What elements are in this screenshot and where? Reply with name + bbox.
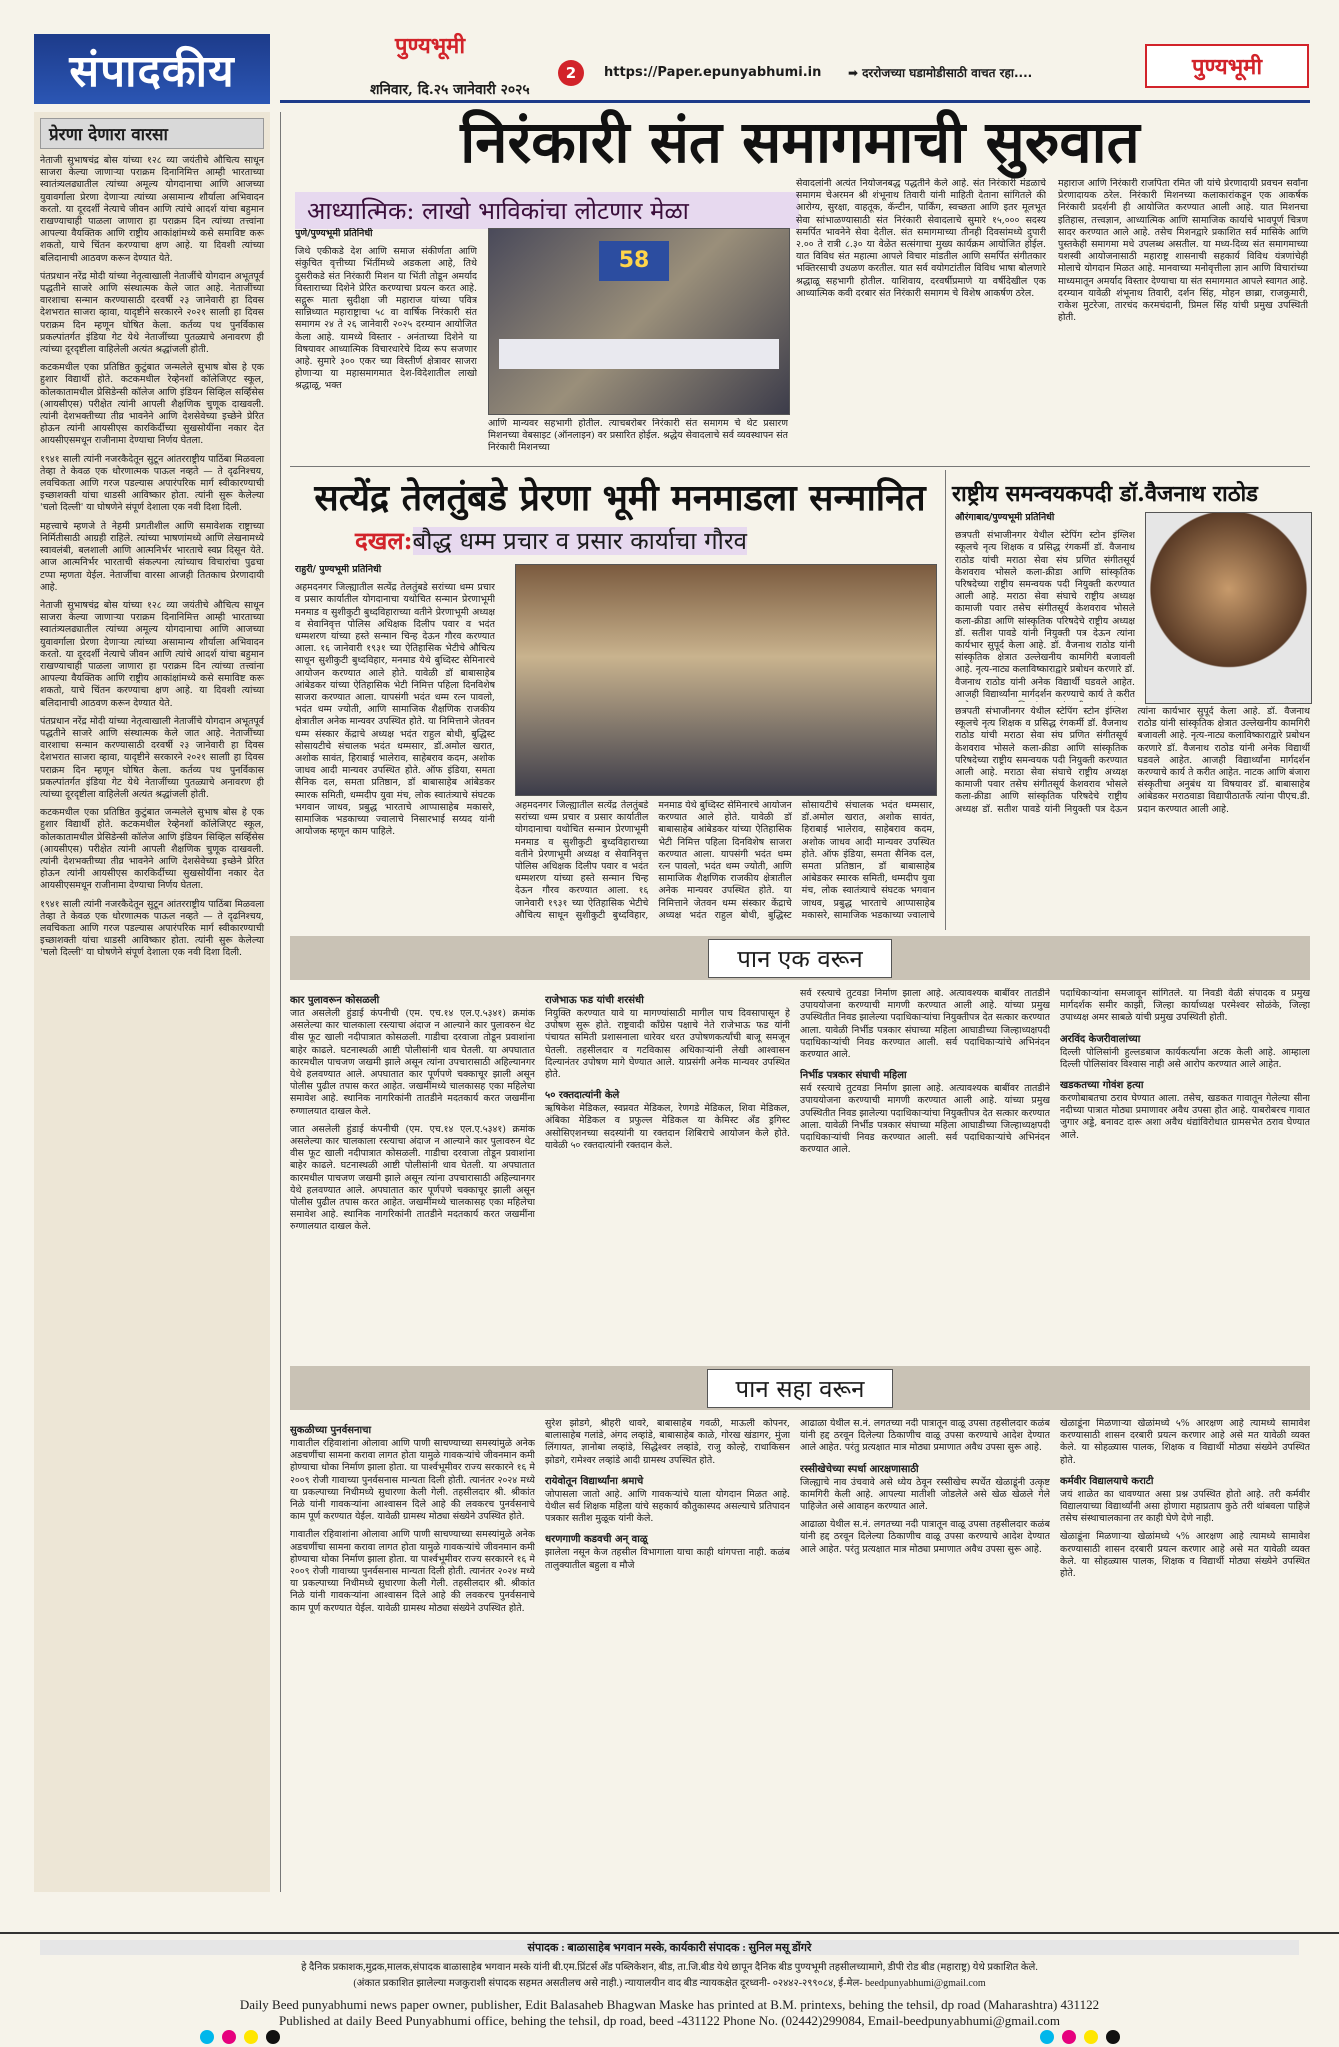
footer-imprint-en: Published at daily Beed Punyabhumi office, behing the tehsil, dp road, beed -431122 Phone No. (02442)299084, Email-beedpunyabhumi@gmail.com	[279, 2013, 1060, 2028]
story2-body	[295, 564, 495, 929]
top-story-text: महाराज आणि निरंकारी राजपिता रमित जी यांचे प्रेरणादायी प्रवचन सर्वांना प्रेरणादायक ठरेल. निरंकारी मिशनच्या कलाकारांकडून एक आकर्षक निरंकारी प्रदर्शनी ही आयोजित करण्यात आली आहे. यात मिशनचा इतिहास, तत्त्वज्ञान, आध्यात्मिक आणि सामाजिक कार्याचे भावपूर्ण चित्रण सादर करण्यात आले आहे. तसेच मिशनद्वारे प्रकाशित सर्व मासिके आणि पुस्तकेही समागमा मधे उपलब्ध असतील. या मध्य-दिव्य संत समागमाच्या यशस्वी आयोजनासाठी महाराष्ट्र शासनाची सहकार्य विविध यंत्रणांचेही मोलाचे योगदान मिळत आहे. मानवाच्या मनोवृत्तीला ज्ञान आणि विचारांच्या माध्यमातून अमर्याद विस्तार देण्याचा या संत समागमात आपले स्वागत आहे. दरम्यान यावेळी शंभूनाथ तिवारी, दर्शन सिंह, मोहन छाब्रा, राजकुमारी, राकेश मुटरेजा, तारचंद करमचंदानी, प्रिमल सिंह यांची प्रमुख उपस्थिती होती.	[1058, 178, 1308, 324]
bottom-col-4	[1060, 1418, 1310, 1898]
mid-subhead: निर्भीड पत्रकार संघाची महिला	[800, 1070, 907, 1082]
mid-subhead: ५० रक्तदात्यांनी केले	[545, 1090, 620, 1102]
event-banner-icon: 58	[599, 241, 669, 281]
bottom-subhead: कर्मवीर विद्यालयाचे कराटी	[1060, 1475, 1154, 1487]
bottom-text: खेळाडूंना मिळणाऱ्या खेळांमध्ये ५% आरक्षण आहे त्यामध्ये सामावेश करण्यासाठी शासन दरबारी प्रयत्न करणार आहे असे मत यावेळी व्यक्त केले. या सोहळ्यास पालक, शिक्षक व विद्यार्थी मोठ्या संख्येने उपस्थित होते.	[1060, 1531, 1310, 1580]
bottom-text: आढाळा येथील स.नं. लगतच्या नदी पात्रातून वाळू उपसा तहसीलदार कळंब यांनी हद्द ठरवून दिलेल्या ठिकाणीच वाळू उपसा करण्याचे आदेश देण्यात आले आहेत. परंतु प्रत्यक्षात मात्र मोठ्या प्रमाणात अवैध उपसा सुरू आहे.	[800, 1418, 1050, 1454]
continued-banner	[290, 936, 1310, 980]
section-title: संपादकीय	[34, 34, 270, 104]
mid-subhead: खडकतच्या गोवंश हत्या	[1060, 1080, 1144, 1092]
mid-text: सर्व रस्त्याचे तुटवडा निर्माण झाला आहे. अत्यावश्यक बाबींवर तातडीने उपाययोजना करण्याची मागणी करण्यात आली आहे. यांच्या प्रमुख उपस्थितीत निवड झालेल्या पदाधिकाऱ्यांचा नियुक्तीपत्र देत सत्कार करण्यात आला. यावेळी निर्भीड पत्रकार संघाच्या महिला आघाडीच्या जिल्हाध्यक्षपदी पदाधिकाऱ्यांची निवड करण्यात आली. सर्व पदाधिकाऱ्यांचे अभिनंदन करण्यात आले.	[800, 988, 1050, 1061]
mid-text: करणोबाबतचा ठराव घेण्यात आला. तसेच, खडकत गावातून गेलेल्या सीना नदीच्या पात्रात मोठ्या प्रमाणावर अवैध उपसा होत आहे. याबरोबरच गावात जुगार अड्डे, बनावट दारू अशा अवैध धंद्यांविरोधात ग्रामसभेत ठराव घेण्यात आले.	[1060, 1093, 1310, 1141]
bottom-text: सुरेश झोडगे, श्रीहरी धावरे, बाबासाहेब गवळी, माऊली कोपनर, बालासाहेब गलांडे, अंगद लव्हांडे, बाबासाहेब काळे, गोरख खंडागर, मुंजा लिंगायत, ज्ञानोबा लव्हांडे, सिद्धेश्वर लव्हांडे, राजु कोल्हे, राधाकिसन झोडगे, रामेश्वर लव्हांडे आदी ग्रामस्थ उपस्थित होते.	[545, 1418, 790, 1466]
masthead-url[interactable]: https://Paper.epunyabhumi.in	[604, 65, 822, 80]
story2-dateline: राहुरी/ पुण्यभूमी प्रतिनिधी	[295, 564, 382, 575]
bottom-text: जोपासला जातो आहे. आणि गावकऱ्यांचे याला योगदान मिळत आहे. येथील सर्व शिक्षक महिला यांचे सहकार्य कौतुकास्पद असल्याचे प्रतिपादन पत्रकार सतीश मुळूक यांनी केले.	[545, 1488, 790, 1525]
bottom-text: जयं शाळेत का धावण्यात असा प्रश्न उपस्थित होतो आहे. तरी कर्मवीर विद्यालयाच्या विद्यार्थ्यांनी असा होणारा महाप्रताप कुठे तरी थांबवला पाहिजे तसेच संस्थाचालकाना तर काही घेणे देणे नाही.	[1060, 1488, 1310, 1525]
photo-caption	[488, 418, 788, 458]
continued-banner	[290, 1366, 1310, 1410]
story2-headline: सत्येंद्र तेलतुंबडे प्रेरणा भूमी मनमाडला सन्मानित	[314, 477, 926, 519]
top-story-kicker: आध्यात्मिक: लाखो भाविकांचा लोटणार मेळा	[295, 192, 799, 229]
mid-col-4	[1060, 988, 1310, 1360]
editorial-paragraph: नेताजी सुभाषचंद्र बोस यांच्या १२८ व्या जयंतीचे औचित्य साधून साजरा केल्या जाणाऱ्या पराक्रम दिनानिमित्त आम्ही भारताच्या स्वातंत्र्यलढ्यातील त्यांच्या अमूल्य योगदानाचा आणि आजच्या युवावर्गाला प्रेरणा देणाऱ्या त्यांच्या असामान्य शौर्याला अभिवादन करतो. या दूरदर्शी नेत्याचे जीवन आणि त्यांचे आदर्श यांचा बहुमान राखण्याचाही पाळला जाणारा हा पराक्रम दिन त्यांच्या तत्त्वांना आपल्या वैयक्तिक आणि राष्ट्रीय आकांक्षांमध्ये कसे समाविष्ट करू शकतो, याचे चिंतन करण्याचा क्षण आहे. या दिवशी त्यांच्या बलिदानाची आठवण करून देण्यात येते.	[40, 155, 264, 264]
top-story-text: सेवादलांनी अत्यंत नियोजनबद्ध पद्धतीने केले आहे. संत निरंकारी मंडळाचे समागम चेअरमन श्री शंभूनाथ तिवारी यांनी माहिती देताना सांगितले की आरोग्य, सुरक्षा, वाहतूक, कॅन्टीन, पार्किंग, स्वच्छता आणि इतर मूलभूत सेवा सांभाळण्यासाठी संत निरंकारी सेवादलाचे सुमारे १५,००० सदस्य समर्पित भावनेने सेवा देतील. संत समागमाच्या तीनही दिवसांमध्ये दुपारी २.०० ते रात्री ८.३० या वेळेत सत्संगाचा मुख्य कार्यक्रम आयोजित होईल. यात विविध संत महात्मा आपले विचार मांडतील आणि समर्पित संगीतकार भक्तिरसाची उधळण करतील. यात सर्व वयोगटांतील विविध भाषा बोलणारे श्रद्धाळू सहभागी होतील. याशिवाय, दरवर्षीप्रमाणे या वर्षीदेखील एक आध्यात्मिक कवी दरबार संत निरंकारी समागम चे विशेष आकर्षण ठरेल.	[796, 178, 1046, 299]
registration-mark-icon	[266, 2030, 280, 2044]
table-icon	[499, 339, 779, 369]
bottom-col-1	[290, 1418, 535, 1898]
top-story-col-2	[796, 178, 1046, 460]
registration-mark-icon	[1040, 2030, 1054, 2044]
masthead-date: शनिवार, दि.२५ जानेवारी २०२५	[370, 82, 530, 98]
bottom-text: जिल्ह्याचे नाव उंचवावे असे ध्येय ठेवून रस्सीखेच स्पर्धेत खेळाडूंनी उत्कृष्ट कामगिरी केली आहे. आपल्या मातीशी जोडलेले असे खेळ खेळले गेले पाहिजेत असे आवाहन करण्यात आले.	[800, 1476, 1050, 1513]
footer-imprint-mr: (अंकात प्रकाशित झालेल्या मजकुराशी संपादक सहमत असतीलच असे नाही.) न्यायालयीन वाद बीड न्यायकक्षेत दूरध्वनी- ०२४४२-२९९०८४, ई-मेल- beedpunyabhumi@gmail.com	[353, 1978, 986, 1989]
mid-col-2	[545, 988, 790, 1360]
story3-headline: राष्ट्रीय समन्वयकपदी डॉ.वैजनाथ राठोड	[952, 481, 1258, 507]
mid-subhead: कार पुलावरून कोसळली	[290, 995, 380, 1006]
page-number: 2	[558, 60, 584, 86]
mid-subhead: राजेभाऊ फड यांची शरसंधी	[545, 995, 644, 1006]
editorial-paragraph: १९४१ साली त्यांनी नजरकैदेतून सुटून आंतरराष्ट्रीय पाठिंबा मिळवला तेव्हा ते केवळ एक धोरणात्मक पाऊल नव्हते — ते दृढनिश्चय, लवचिकता आणि गरज पडल्यास अपारंपरिक मार्ग स्वीकारण्याची इच्छाशक्ती यांचा धाडसी आविष्कार होता. त्यांनी सुरू केलेल्या 'चलो दिल्ली' या घोषणेने संपूर्ण देशाला एक नवी दिशा दिली.	[40, 453, 264, 514]
masthead-rule	[280, 100, 1310, 103]
top-story-text: जिथे एकीकडे देश आणि समाज संकीर्णता आणि संकुचित वृत्तीच्या भिंतींमध्ये अडकला आहे, तिथे दुसरीकडे संत निरंकारी मिशन या भिंती तोडून अमर्याद विस्ताराच्या दिशेने प्रेरित करण्याचा प्रयत्न करत आहे. सद्गुरू माता सुदीक्षा जी महाराज यांच्या पवित्र सान्निध्यात महाराष्ट्राचा ५८ वा वार्षिक निरंकारी संत समागम २४ ते २६ जानेवारी २०२५ दरम्यान आयोजित केला आहे. यामध्ये विस्तार - अनंताच्या दिशेने या विषयावर आध्यात्मिक विचारधारेचे दिव्य रूप सजणार आहे. सुमारे ३०० एकर च्या विस्तीर्ण क्षेत्रावर साजरा होणाऱ्या या महासमागमात देश-विदेशातील लाखो श्रद्धाळू, भक्त	[295, 246, 477, 392]
top-story-col-1	[295, 228, 477, 413]
editorial-title: प्रेरणा देणारा वारसा	[40, 118, 264, 149]
mid-text: जात असलेली हुंडाई कंपनीची (एम. एच.१४ एल.ए.५३४१) क्रमांक असलेल्या कार चालकाला रस्त्याचा अंदाज न आल्याने कार पुलावरुन थेट वीस फूट खाली नदीपात्रात कोसळली. गाडीचा दरवाजा तोडून प्रवाशांना बाहेर काढले. घटनास्थळी आष्टी पोलीसांनी धाव घेतली. या अपघातात कारमधील पाचजण जखमी झाले असून त्यांना उपचारासाठी अहिल्यानगर येथे हलवण्यात आले. अपघातात कार पूर्णपणे चक्काचूर झाली असून पोलीस पुढील तपास करत आहेत. जखमींमध्ये चालकासह एका महिलेचा समावेश आहे. स्थानिक नागरिकांनी तातडीने मदतकार्य करत जखमींना रुग्णालयात दाखल केले.	[290, 1008, 535, 1117]
mid-text: नियुक्ति करण्यात यावे या मागण्यांसाठी मागील पाच दिवसापासून हे उपोषण सुरू होते. राष्ट्रवादी कॉंग्रेस पक्षाचे नेते राजेभाऊ फड यांनी पंचायत समिती प्रशासनाला धारेवर धरत उपोषणकर्त्यांची बाजू समजून घेतली. तहसीलदार व गटविकास अधिकाऱ्यांनी लेखी आश्वासन दिल्यानंतर उपोषण मागे घेण्यात आले. याप्रसंगी अनेक मान्यवर उपस्थित होते.	[545, 1008, 790, 1081]
top-story-headline: निरंकारी संत समागमाची सुरुवात	[460, 108, 1140, 176]
editorial-paragraph: पंतप्रधान नरेंद्र मोदी यांच्या नेतृत्वाखाली नेताजींचे योगदान अभूतपूर्व पद्धतीने साजरे आणि संस्थात्मक केले जात आहे. नेताजींच्या वारशाचा सन्मान करण्यासाठी दरवर्षी २३ जानेवारी हा दिवस देशभरात साजरा व्हावा, यादृष्टीने सरकारने २०२१ सालाी हा दिवस पराक्रम दिन म्हणून घोषित केला. कर्तव्य पथ पुनर्विकास प्रकल्पांतर्गत इंडिया गेट येथे नेताजींच्या पुतळ्याचे अनावरण ही त्यांच्या दूरदृष्टीला वाहिलेली अत्यंत श्रद्धांजली होती.	[40, 715, 264, 800]
mid-text: जात असलेली हुंडाई कंपनीची (एम. एच.१४ एल.ए.५३४१) क्रमांक असलेल्या कार चालकाला रस्त्याचा अंदाज न आल्याने कार पुलावरुन थेट वीस फूट खाली नदीपात्रात कोसळली. गाडीचा दरवाजा तोडून प्रवाशांना बाहेर काढले. घटनास्थळी आष्टी पोलीसांनी धाव घेतली. या अपघातात कारमधील पाचजण जखमी झाले असून त्यांना उपचारासाठी अहिल्यानगर येथे हलवण्यात आले. अपघातात कार पूर्णपणे चक्काचूर झाली असून पोलीस पुढील तपास करत आहेत. जखमींमध्ये चालकासह एका महिलेचा समावेश आहे. स्थानिक नागरिकांनी तातडीने मदतकार्य करत जखमींना रुग्णालयात दाखल केले.	[290, 1123, 535, 1233]
registration-mark-icon	[222, 2030, 236, 2044]
editorial-paragraph: महत्त्वाचे म्हणजे ते नेहमी प्रगतीशील आणि समावेशक राष्ट्राच्या निर्मितीसाठी आग्रही राहिले. त्यांच्या भाषणांमध्ये आणि लेखनामध्ये स्वावलंबी, बलशाली आणि आत्मनिर्भर भारताचे स्वप्न दिसून येते. आज आत्मनिर्भर भारताची संकल्पना त्यांच्याच विचारांचा पुढचा टप्पा म्हणता येईल. नेताजींचा वारसा आजही तितकाच प्रेरणादायी आहे.	[40, 520, 264, 593]
column-divider	[945, 470, 946, 930]
masthead-logo: पुण्यभूमी	[1145, 44, 1309, 88]
bottom-col-3	[800, 1418, 1050, 1898]
mid-text: दिल्ली पोलिसांनी हुल्लडबाज कार्यकर्त्यांना अटक केली आहे. आम्हाला दिल्ली पोलिसांवर विश्वास नाही असे आरोप करण्यात आले आहेत.	[1060, 1046, 1310, 1070]
story2-text: अहमदनगर जिल्ह्यातील सत्येंद्र तेलतुंबडे सरांच्या धम्म प्रचार व प्रसार कार्यातील योगदानाचा यथोचित सन्मान प्रेरणाभूमी मनमाड व सुशीकुटी बुध्दविहाराच्या वतीने प्रेरणाभूमी अध्यक्ष व सेवानिवृत्त पोलिस अधिक्षक दिलीप पवार व भदंत धम्मशरण यांच्या हस्ते सन्मान चिन्ह देऊन गौरव करण्यात आला. १६ जानेवारी १९३१ च्या ऐतिहासिक भेटीचे औचित्य साधून सुशीकुटी बुध्दविहार, मनमाड येथे बुध्दिस्ट सेमिनारचे आयोजन करण्यात आले होते. यावेळी डॉ बाबासाहेब आंबेडकर यांच्या ऐतिहासिक भेटी निमित्त पहिला दिनविशेष साजरा करण्यात आला. यापसंगी भदंत धम्म रत्न पावलो, भदंत धम्म ज्योती, आणि सामाजिक शैक्षणिक राजकीय क्षेत्रातील अनेक मान्यवर उपस्थित होते. या निमित्ताने जेतवन धम्म संस्कार केंद्राचे अध्यक्ष भदंत राहुल बोधी, बुद्धिस्ट सोसायटीचे संचालक भदंत धम्मसार, डॉ.अमोल खरात, अशोक सावंत, हिराबाई भालेराव, साहेबराव कदम, अशोक जाधव आदी मान्यवर उपस्थित होते. ऑफ इंडिया, समता सैनिक दल, समता प्रतिष्ठान, डॉ बाबासाहेब आंबेडकर स्मारक समिती, धम्मदीप युवा मंच, लोक स्वातंत्र्याचे संघटक भगवान जाधव, प्रबुद्ध भारताचे आप्पासाहेब मकासरे, सामाजिक भडकाच्या ज्वालाचे	[515, 800, 935, 921]
section-divider	[290, 466, 1310, 467]
editorial-paragraph: पंतप्रधान नरेंद्र मोदी यांच्या नेतृत्वाखाली नेताजींचे योगदान अभूतपूर्व पद्धतीने साजरे आणि संस्थात्मक केले जात आहे. नेताजींच्या वारशाचा सन्मान करण्यासाठी दरवर्षी २३ जानेवारी हा दिवस देशभरात साजरा व्हावा, यादृष्टीने सरकारने २०२१ सालाी हा दिवस पराक्रम दिन म्हणून घोषित केला. कर्तव्य पथ पुनर्विकास प्रकल्पांतर्गत इंडिया गेट येथे नेताजींच्या पुतळ्याचे अनावरण ही त्यांच्या दूरदृष्टीला वाहिलेली अत्यंत श्रद्धांजली होती.	[40, 270, 264, 356]
footer-imprint-mr: हे दैनिक प्रकाशक,मुद्रक,मालक,संपादक बाळासाहेब भगवान मस्के यांनी बी.एम.प्रिंटर्स अँड पब्लिकेशन, बीड, ता.जि.बीड येथे छापून दैनिक बीड पुण्यभूमी तहसीलच्यामागे, डीपी रोड बीड (महाराष्ट्र) येथे प्रकाशित केले.	[301, 1962, 1038, 1973]
editorial-paragraph: नेताजी सुभाषचंद्र बोस यांच्या १२८ व्या जयंतीचे औचित्य साधून साजरा केल्या जाणाऱ्या पराक्रम दिनानिमित्त आम्ही भारताच्या स्वातंत्र्यलढ्यातील त्यांच्या अमूल्य योगदानाचा आणि आजच्या युवावर्गाला प्रेरणा देणाऱ्या त्यांच्या असामान्य शौर्याला अभिवादन करतो. या दूरदर्शी नेत्याचे जीवन आणि त्यांचे आदर्श यांचा बहुमान राखण्याचाही पाळला जाणारा हा पराक्रम दिन त्यांच्या तत्त्वांना आपल्या वैयक्तिक आणि राष्ट्रीय आकांक्षांमध्ये कसे समाविष्ट करू शकतो, याचे चिंतन करण्याचा क्षण आहे. या दिवशी त्यांच्या बलिदानाची आठवण करून देण्यात येते.	[40, 599, 264, 709]
registration-mark-icon	[1106, 2030, 1120, 2044]
registration-mark-icon	[244, 2030, 258, 2044]
continued-banner-label: पान सहा वरून	[707, 1369, 894, 1408]
mid-text: ऋषिकेश मेडिकल, स्वप्नवत मेडिकल, रेणगडे मेडिकल, शिवा मेडिकल, अंबिका मेडिकल व प्रफुल्ल मेडिकल या केमिस्ट अँड ड्रगिस्ट असोसिएशनच्या सदस्यांनी या रक्तदान शिबिराचे आयोजन केले होते. यावेळी ५० रक्तदात्यांनी रक्तदान केले.	[545, 1103, 790, 1151]
bottom-subhead: धरणगाणी कडवची अन् वाळू	[545, 1534, 648, 1546]
editorial-paragraph: कटकमधील एका प्रतिष्ठित कुटुंबात जन्मलेले सुभाष बोस हे एक हुशार विद्यार्थी होते. कटकमधील रेव्हेनशॉ कॉलेजिएट स्कूल, कोलकातामधील प्रेसिडेन्सी कॉलेज आणि इंडियन सिव्हिल सर्व्हिसेस (आयसीएस) परीक्षेत त्यांनी आपली शैक्षणिक चुणूक दाखवली. त्यांनी देशभक्तीच्या तीव्र भावनेने आणि देशसेवेच्या इच्छेने प्रेरित होऊन त्यांनी आयसीएस कारकिर्दीच्या सुखसोयींना नकार देत आयसीएसमधून राजीनामा देण्याचा निर्णय घेतला.	[40, 362, 264, 447]
editorial-column	[34, 112, 270, 1892]
continued-banner-label: पान एक वरून	[708, 939, 891, 978]
mid-text: पदाधिकाऱ्यांना समजावून सांगितले. या निवडी वेळी संपादक व प्रमुख मार्गदर्शक समीर काझी, जिल्हा कार्याध्यक्ष परमेश्वर सोळंके, जिल्हा उपाध्यक्ष अमर साबळे यांची प्रमुख उपस्थिती होती.	[1060, 988, 1310, 1024]
editorial-paragraph: कटकमधील एका प्रतिष्ठित कुटुंबात जन्मलेले सुभाष बोस हे एक हुशार विद्यार्थी होते. कटकमधील रेव्हेनशॉ कॉलेजिएट स्कूल, कोलकातामधील प्रेसिडेन्सी कॉलेज आणि इंडियन सिव्हिल सर्व्हिसेस (आयसीएस) परीक्षेत त्यांनी आपली शैक्षणिक चुणूक दाखवली. त्यांनी देशभक्तीच्या तीव्र भावनेने आणि देशसेवेच्या इच्छेने प्रेरित होऊन त्यांनी आयसीएस कारकिर्दीच्या सुखसोयींना नकार देत आयसीएसमधून राजीनामा देण्याचा निर्णय घेतला.	[40, 807, 264, 892]
bottom-col-2	[545, 1418, 790, 1898]
story3-text: छत्रपती संभाजीनगर येथील स्टेपिंग स्टोन इंग्लिश स्कूलचे नृत्य शिक्षक व प्रसिद्ध रंगकर्मी डॉ. वैजनाथ राठोड यांची मराठा सेवा संघ प्रणित संगीतसूर्य केशवराव भोसले कला-क्रीडा आणि सांस्कृतिक परिषदेच्या राष्ट्रीय समन्वयक पदी नियुक्ती करण्यात आली आहे. मराठा सेवा संघाचे राष्ट्रीय अध्यक्ष कामाजी पवार तसेच संगीतसूर्य केशवराव भोसले कला-क्रीडा आणि सांस्कृतिक परिषदेचे राष्ट्रीय अध्यक्ष डॉ. सतीश पावडे यांनी नियुक्ती पत्र देऊन त्यांना कार्यभार सुपूर्द केला आहे. डॉ. वैजनाथ राठोड यांनी सांस्कृतिक क्षेत्रात उल्लेखनीय कामगिरी बजावली आहे. नृत्य-नाट्य कलाविष्काराद्वारे प्रबोधन करणारे डॉ. वैजनाथ राठोड यांनी अनेक विद्यार्थी घडवले आहेत. आजही विद्यार्थ्यांना मार्गदर्शन करण्याचे कार्य ते करीत	[955, 530, 1135, 700]
story3-body-lower	[955, 706, 1310, 928]
editorial-paragraph: १९४१ साली त्यांनी नजरकैदेतून सुटून आंतरराष्ट्रीय पाठिंबा मिळवला तेव्हा ते केवळ एक धोरणात्मक पाऊल नव्हते — ते दृढनिश्चय, लवचिकता आणि गरज पडल्यास अपारंपरिक मार्ग स्वीकारण्याची इच्छाशक्ती यांचा धाडसी आविष्कार होता. त्यांनी सुरू केलेल्या 'चलो दिल्ली' या घोषणेने संपूर्ण देशाला एक नवी दिशा दिली.	[40, 898, 264, 959]
bottom-subhead: सुकळीच्या पुनर्वसनाचा	[290, 1425, 372, 1436]
registration-mark-icon	[1084, 2030, 1098, 2044]
story2-kicker	[355, 524, 747, 557]
bottom-text: आढाळा येथील स.नं. लगतच्या नदी पात्रातून वाळू उपसा तहसीलदार कळंब यांनी हद्द ठरवून दिलेल्या ठिकाणीच वाळू उपसा करण्याचे आदेश देण्यात आले आहेत. परंतु प्रत्यक्षात मात्र मोठ्या प्रमाणात अवैध उपसा सुरू आहे.	[800, 1519, 1050, 1555]
footer	[0, 1932, 1339, 2029]
story2-kicker-text: बौद्ध धम्म प्रचार व प्रसार कार्याचा गौरव	[412, 527, 747, 555]
mid-text: सर्व रस्त्याचे तुटवडा निर्माण झाला आहे. अत्यावश्यक बाबींवर तातडीने उपाययोजना करण्याची मागणी करण्यात आली आहे. यांच्या प्रमुख उपस्थितीत निवड झालेल्या पदाधिकाऱ्यांचा नियुक्तीपत्र देत सत्कार करण्यात आला. यावेळी निर्भीड पत्रकार संघाच्या महिला आघाडीच्या जिल्हाध्यक्षपदी पदाधिकाऱ्यांची निवड करण्यात आली. सर्व पदाधिकाऱ्यांचे अभिनंदन करण्यात आले.	[800, 1083, 1050, 1156]
arrow-icon: ➡	[848, 65, 859, 80]
story3-body	[955, 512, 1135, 702]
footer-editors: संपादक : बाळासाहेब भगवान मस्के, कार्यकारी संपादक : सुनिल मसू डोंगरे	[40, 1940, 1299, 1955]
masthead-paper-name: पुण्यभूमी	[395, 33, 466, 59]
felicitation-photo	[515, 564, 937, 796]
registration-mark-icon	[1062, 2030, 1076, 2044]
top-story-dateline: पुणे/पुण्यभूमी प्रतिनिधी	[295, 228, 373, 239]
bottom-subhead: रायेवोतून विद्यार्थ्यांना श्रमाचे	[545, 1475, 644, 1487]
bottom-subhead: रस्सीखेचेच्या स्पर्धा आरक्षणासाठी	[800, 1463, 919, 1475]
story2-kicker-label: दखल:	[355, 526, 413, 555]
column-divider	[280, 112, 281, 1892]
story3-text: छत्रपती संभाजीनगर येथील स्टेपिंग स्टोन इंग्लिश स्कूलचे नृत्य शिक्षक व प्रसिद्ध रंगकर्मी डॉ. वैजनाथ राठोड यांची मराठा सेवा संघ प्रणित संगीतसूर्य केशवराव भोसले कला-क्रीडा आणि सांस्कृतिक परिषदेच्या राष्ट्रीय समन्वयक पदी नियुक्ती करण्यात आली आहे. मराठा सेवा संघाचे राष्ट्रीय अध्यक्ष कामाजी पवार तसेच संगीतसूर्य केशवराव भोसले कला-क्रीडा आणि सांस्कृतिक परिषदेचे राष्ट्रीय अध्यक्ष डॉ. सतीश पावडे यांनी नियुक्ती पत्र देऊन त्यांना कार्यभार सुपूर्द केला आहे. डॉ. वैजनाथ राठोड यांनी सांस्कृतिक क्षेत्रात उल्लेखनीय कामगिरी बजावली आहे. नृत्य-नाट्य कलाविष्काराद्वारे प्रबोधन करणारे डॉ. वैजनाथ राठोड यांनी अनेक विद्यार्थी घडवले आहेत. आजही विद्यार्थ्यांना मार्गदर्शन करण्याचे कार्य ते करीत आहेत. नाटक आणि बंजारा संस्कृतीचा अनुबंध या विषयावर डॉ. बाबासाहेब आंबेडकर मराठवाडा विद्यापीठातर्फे त्यांना पीएच.डी. प्रदान करण्यात आली आहे.	[955, 706, 1310, 815]
story3-dateline: औरंगाबाद/पुण्यभूमी प्रतिनिधी	[955, 512, 1055, 523]
top-story-col-3	[1058, 178, 1308, 460]
masthead-tagline: ➡ दररोजच्या घडामोडीसाठी वाचत रहा....	[848, 65, 1033, 80]
portrait-photo	[1145, 512, 1312, 704]
bottom-text: खेळाडूंना मिळणाऱ्या खेळांमध्ये ५% आरक्षण आहे त्यामध्ये सामावेश करण्यासाठी शासन दरबारी प्रयत्न करणार आहे असे मत यावेळी व्यक्त केले. या सोहळ्यास पालक, शिक्षक व विद्यार्थी मोठ्या संख्येने उपस्थित होते.	[1060, 1418, 1310, 1466]
story2-text: अहमदनगर जिल्ह्यातील सत्येंद्र तेलतुंबडे सरांच्या धम्म प्रचार व प्रसार कार्यातील योगदानाचा यथोचित सन्मान प्रेरणाभूमी मनमाड व सुशीकुटी बुध्दविहाराच्या वतीने प्रेरणाभूमी अध्यक्ष व सेवानिवृत्त पोलिस अधिक्षक दिलीप पवार व भदंत धम्मशरण यांच्या हस्ते सन्मान चिन्ह देऊन गौरव करण्यात आला. १६ जानेवारी १९३१ च्या ऐतिहासिक भेटीचे औचित्य साधून सुशीकुटी बुध्दविहार, मनमाड येथे बुध्दिस्ट सेमिनारचे आयोजन करण्यात आले होते. यावेळी डॉ बाबासाहेब आंबेडकर यांच्या ऐतिहासिक भेटी निमित्त पहिला दिनविशेष साजरा करण्यात आला. यापसंगी भदंत धम्म रत्न पावलो, भदंत धम्म ज्योती, आणि सामाजिक शैक्षणिक राजकीय क्षेत्रातील अनेक मान्यवर उपस्थित होते. या निमित्ताने जेतवन धम्म संस्कार केंद्राचे अध्यक्ष भदंत राहुल बोधी, बुद्धिस्ट सोसायटीचे संचालक भदंत धम्मसार, डॉ.अमोल खरात, अशोक सावंत, हिराबाई भालेराव, साहेबराव कदम, अशोक जाधव आदी मान्यवर उपस्थित होते. ऑफ इंडिया, समता सैनिक दल, समता प्रतिष्ठान, डॉ बाबासाहेब आंबेडकर स्मारक समिती, धम्मदीप युवा मंच, लोक स्वातंत्र्याचे संघटक भगवान जाधव, प्रबुद्ध भारताचे आप्पासाहेब मकासरे, सामाजिक भडकाच्या ज्वालाचे निसारभाई सय्यद यांनी आयोजक म्हणून काम पाहिले.	[295, 582, 495, 838]
bottom-text: झालेला नसून केज तहसील विभागाला याचा काही थांगपत्ता नाही. कळंब तालुक्यातील बहुला व मौजे	[545, 1547, 790, 1571]
mid-subhead: अरविंद केजरीवालांच्या	[1060, 1033, 1141, 1045]
registration-mark-icon	[200, 2030, 214, 2044]
mid-col-3	[800, 988, 1050, 1360]
bottom-text: गावातील रहिवाशांना ओलावा आणि पाणी साचण्याच्या समस्यांमुळे अनेक अडचणींचा सामना करावा लागत होता यामुळे गावकऱ्यांचे जीवनमान कमी होण्याचा धोका निर्माण झाला होता. या पार्श्वभूमीवर राज्य सरकारने १६ मे २००९ रोजी गावाच्या पुनर्वसनास मान्यता दिली होती. त्यानंतर २०२४ मध्ये या प्रकल्पाच्या निधीमध्ये सुधारणा केली गेली. तहसीलदार श्री. श्रीकांत निळे यांनी गावकऱ्यांना आश्वासन दिले आहे की लवकरच पुनर्वसनाचे काम पूर्ण करण्यात येईल. यावेळी ग्रामस्थ मोठ्या संख्येने उपस्थित होते.	[290, 1438, 535, 1523]
story2-body-lower	[515, 800, 935, 930]
photo-caption-text: आणि मान्यवर सहभागी होतील. त्याचबरोबर निरंकारी संत समागम चे थेट प्रसारण मिशनच्या वेबसाइट (ऑनलाइन) वर प्रसारित होईल. श्रद्धेय सेवादलाचे सर्व व्यवस्थापन संत निरंकारी मिशनच्या	[488, 418, 788, 454]
press-conference-photo	[488, 228, 790, 415]
footer-imprint-en: Daily Beed punyabhumi news paper owner, publisher, Edit Balasaheb Bhagwan Maske has printed at B.M. printexs, behing the tehsil, dp road (Maharashtra) 431122	[239, 1997, 1100, 2012]
bottom-text: गावातील रहिवाशांना ओलावा आणि पाणी साचण्याच्या समस्यांमुळे अनेक अडचणींचा सामना करावा लागत होता यामुळे गावकऱ्यांचे जीवनमान कमी होण्याचा धोका निर्माण झाला होता. या पार्श्वभूमीवर राज्य सरकारने १६ मे २००९ रोजी गावाच्या पुनर्वसनास मान्यता दिली होती. त्यानंतर २०२४ मध्ये या प्रकल्पाच्या निधीमध्ये सुधारणा केली गेली. तहसीलदार श्री. श्रीकांत निळे यांनी गावकऱ्यांना आश्वासन दिले आहे की लवकरच पुनर्वसनाचे काम पूर्ण करण्यात येईल. यावेळी ग्रामस्थ मोठ्या संख्येने उपस्थित होते.	[290, 1529, 535, 1614]
mid-col-1	[290, 988, 535, 1360]
